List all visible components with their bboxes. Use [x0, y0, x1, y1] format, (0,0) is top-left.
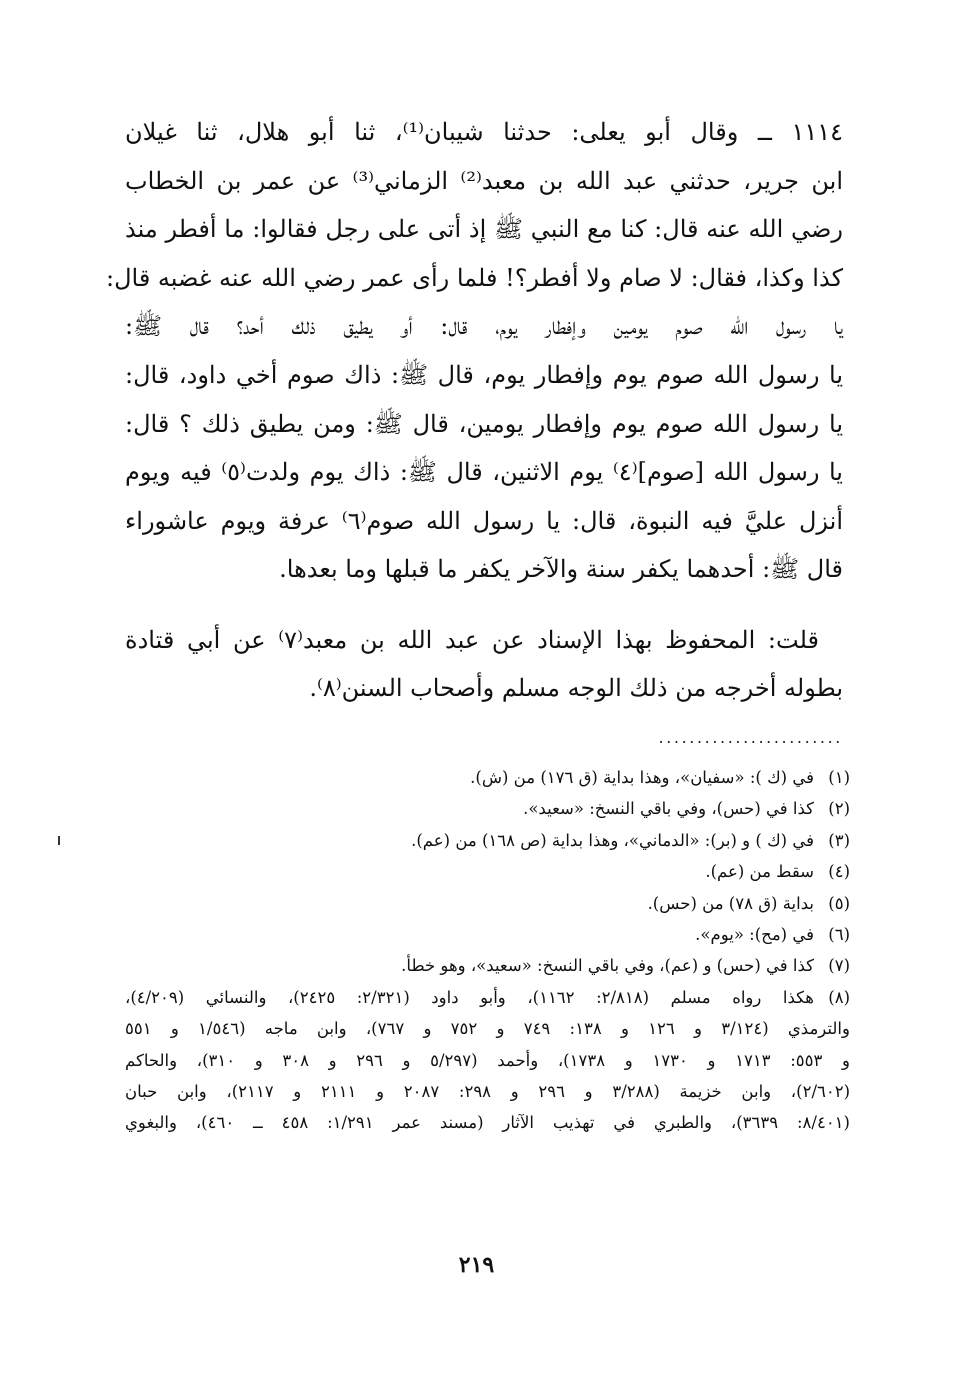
footnote-number: (١): [828, 768, 850, 787]
text-line: أنزل عليَّ فيه النبوة، قال: يا رسول الله صوم⁽٦⁾ عرفة ويوم عاشوراء: [125, 506, 843, 535]
text-line: ١١١٤ ــ وقال أبو يعلى: حدثنا شيبان⁽¹⁾، ثنا أبو هلال، ثنا غيلان: [125, 118, 844, 146]
footnote-2: [125, 793, 850, 824]
footnote-6: [125, 919, 850, 950]
text-line: يا رسول الله صوم يومين وإفطار يوم، قال: أو يطيق ذلك أحد؟ قال ﷺ:: [125, 312, 843, 341]
text-line: يا رسول الله [صوم]⁽٤⁾ يوم الاثنين، قال ﷺ: ذاك يوم ولدت⁽٥⁾ فيه ويوم: [125, 458, 843, 487]
footnote-number: (٤): [828, 862, 850, 882]
footnote-text: و ٥٥٣: ١٧١٣ و ١٧٣٠ و ١٧٣٨)، وأحمد (٥/٢٩٧ و ٢٩٦ و ٣٠٨ و ٣١٠)، والحاكم: [125, 1050, 850, 1070]
text-line: قلت: المحفوظ بهذا الإسناد عن عبد الله بن معبد⁽٧⁾ عن أبي قتادة: [125, 626, 820, 654]
footnote-text: في (مح): «يوم».: [695, 925, 814, 945]
footnote-number: (٢): [828, 799, 850, 819]
text-line: رضي الله عنه قال: كنا مع النبي ﷺ إذ أتى على رجل فقالوا: ما أفطر منذ: [125, 215, 843, 244]
text-line: يا رسول الله صوم يوم وإفطار يوم، قال ﷺ: ذاك صوم أخي داود، قال:: [125, 360, 844, 389]
author-comment-paragraph: [125, 616, 843, 712]
footnote-separator: ........................: [658, 730, 843, 746]
footnote-number: (٨): [828, 987, 850, 1007]
text-line: كذا وكذا، فقال: لا صام ولا أفطر؟! فلما رأى عمر رضي الله عنه غضبه قال:: [105, 263, 843, 292]
page-number: ٢١٩: [458, 1252, 495, 1278]
footnote-8: [125, 982, 850, 1139]
footnote-text: والترمذي (٣/١٢٤ و ١٢٦ و ١٣٨: ٧٤٩ و ٧٥٢ و ٧٦٧)، وابن ماجه (١/٥٤٦ و ٥٥١: [125, 1019, 850, 1039]
hadith-paragraph: [105, 108, 844, 594]
footnote-text: سقط من (عم).: [705, 862, 814, 882]
footnote-4: [125, 856, 850, 887]
footnote-number: (٧): [828, 956, 850, 976]
footnote-text: (٨/٤٠١: ٣٦٣٩)، والطبري في تهذيب الآثار (مسند عمر ١/٢٩١: ٤٥٨ ــ ٤٦٠)، والبغوي: [125, 1113, 850, 1133]
margin-mark: [58, 836, 60, 845]
footnote-text: في (ك ) و (بر): «الدماني»، وهذا بداية (ص ١٦٨) من (عم).: [411, 830, 814, 850]
footnote-number: (٥): [828, 893, 850, 913]
footnote-text: هكذا رواه مسلم (٢/٨١٨: ١١٦٢)، وأبو داود (٢/٣٢١: ٢٤٢٥)، والنسائي (٤/٢٠٩)،: [125, 987, 814, 1007]
footnote-text: كذا في (حس)، وفي باقي النسخ: «سعيد».: [523, 799, 814, 819]
text-line: ابن جرير، حدثني عبد الله بن معبد⁽²⁾ الزماني⁽³⁾ عن عمر بن الخطاب: [125, 166, 844, 195]
footnote-text: كذا في (حس) و (عم)، وفي باقي النسخ: «سعيد»، وهو خطأ.: [401, 956, 814, 976]
footnote-5: [125, 888, 850, 919]
footnote-text: في (ك ): «سفيان»، وهذا بداية (ق ١٧٦) من (ش).: [470, 768, 814, 787]
footnote-text: (٢/٦٠٢)، وابن خزيمة (٣/٢٨٨ و ٢٩٦ و ٢٩٨: ٢٠٨٧ و ٢١١١ و ٢١١٧)، وابن حبان: [125, 1082, 851, 1102]
footnote-number: (٦): [828, 925, 850, 945]
text-line: قال ﷺ: أحدهما يكفر سنة والآخر يكفر ما قبلها وما بعدها.: [279, 555, 843, 584]
footnotes-section: [125, 762, 850, 1139]
footnote-3: [125, 825, 850, 856]
footnote-1: [125, 762, 850, 793]
footnote-7: [125, 950, 850, 981]
footnote-number: (٣): [828, 830, 850, 850]
footnote-text: بداية (ق ٧٨) من (حس).: [647, 893, 814, 913]
text-line: يا رسول الله صوم يوم وإفطار يومين، قال ﷺ: ومن يطيق ذلك ؟ قال:: [125, 409, 843, 438]
text-line: بطوله أخرجه من ذلك الوجه مسلم وأصحاب السنن⁽٨⁾.: [309, 674, 843, 702]
